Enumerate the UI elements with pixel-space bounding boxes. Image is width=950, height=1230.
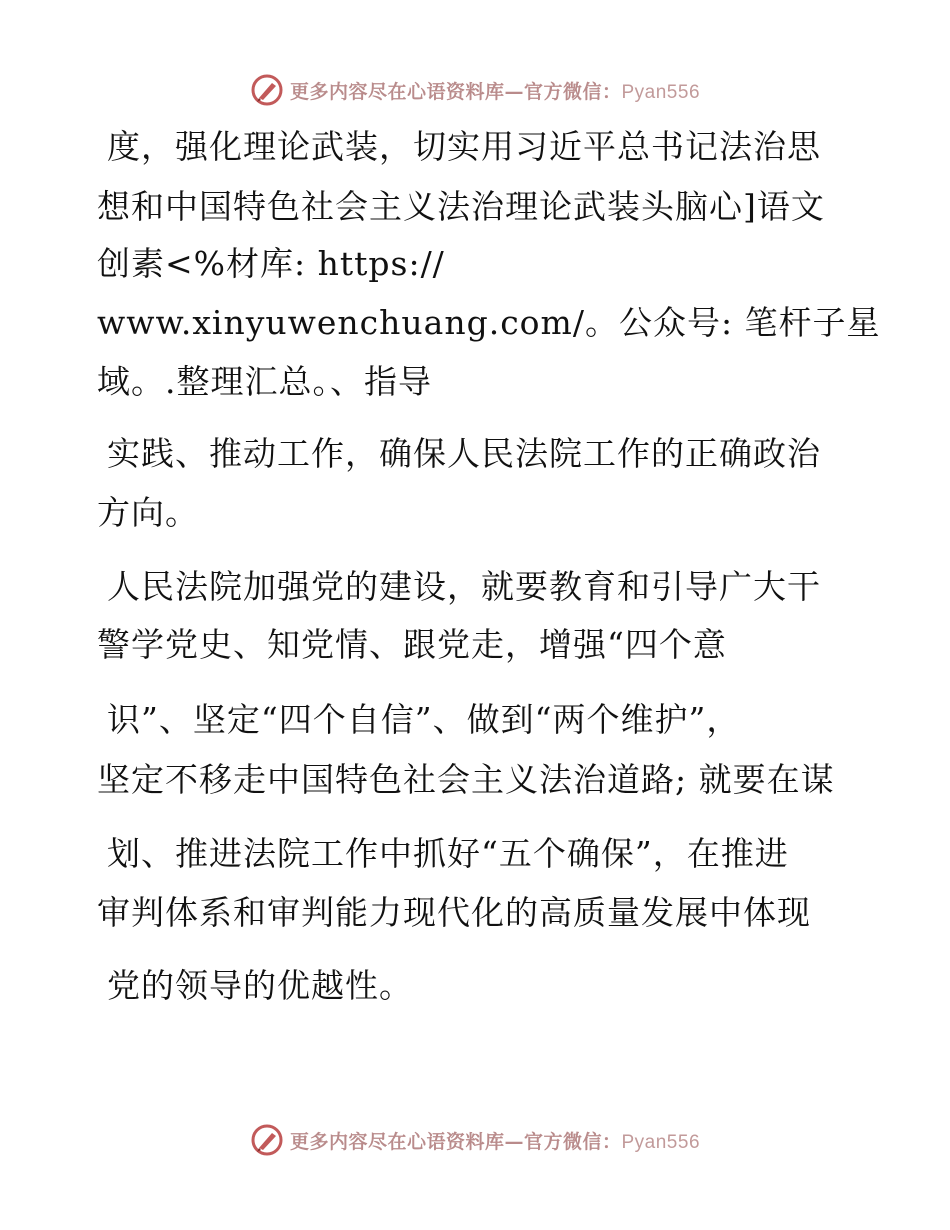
- body-line: 人民法院加强党的建设，就要教育和引导广大干: [107, 567, 821, 606]
- body-line: 划、推进法院工作中抓好“五个确保”，在推进: [107, 834, 789, 873]
- watermark-text: [290, 1127, 700, 1154]
- watermark-handle: Pyan556: [621, 81, 701, 103]
- body-line: 创素<%材库: https://: [97, 244, 445, 283]
- body-line: 实践、推动工作，确保人民法院工作的正确政治: [107, 434, 821, 473]
- body-line: 坚定不移走中国特色社会主义法治道路; 就要在谋: [97, 760, 835, 799]
- pen-in-circle-icon: [250, 1123, 284, 1157]
- footer-watermark: [0, 1120, 950, 1160]
- body-line: 警学党史、知党情、跟党走，增强“四个意: [97, 625, 727, 664]
- watermark-main-text: 更多内容尽在心语资料库: [289, 80, 505, 103]
- body-line: 想和中国特色社会主义法治理论武装头脑心]语文: [97, 187, 825, 226]
- watermark-official-label: 官方微信：: [523, 80, 622, 103]
- watermark-dash: —: [504, 1130, 524, 1153]
- body-line: 党的领导的优越性。: [107, 966, 413, 1005]
- watermark-official-label: 官方微信：: [523, 1130, 622, 1153]
- body-line: 度，强化理论武装，切实用习近平总书记法治思: [107, 127, 821, 166]
- body-line: 识”、坚定“四个自信”、做到“两个维护”，: [107, 700, 741, 739]
- body-line: 审判体系和审判能力现代化的高质量发展中体现: [97, 893, 811, 932]
- body-line: 域。.整理汇总。、指导: [97, 362, 432, 401]
- body-line: www.xinyuwenchuang.com/。公众号: 笔杆子星: [97, 303, 881, 342]
- watermark-main-text: 更多内容尽在心语资料库: [289, 1130, 505, 1153]
- body-line: 方向。: [97, 493, 199, 532]
- watermark-dash: —: [504, 80, 524, 103]
- watermark-handle: Pyan556: [621, 1131, 701, 1153]
